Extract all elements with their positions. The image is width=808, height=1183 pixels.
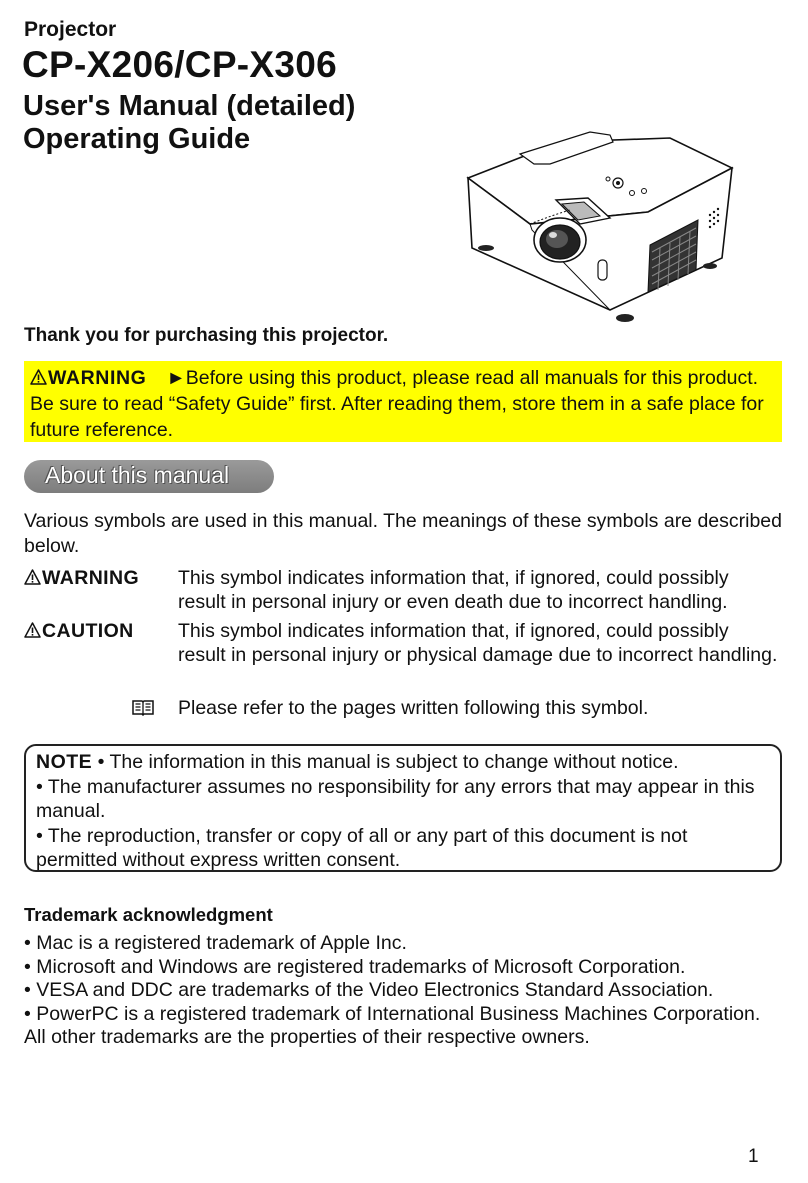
symbol-description: Please refer to the pages written following this symbol. bbox=[178, 697, 649, 719]
symbol-label bbox=[24, 619, 134, 643]
product-type: Projector bbox=[24, 18, 117, 41]
section-title: About this manual bbox=[45, 462, 230, 488]
symbol-row-reference bbox=[24, 696, 784, 722]
trademark-item: • Microsoft and Windows are registered trademarks of Microsoft Corporation. bbox=[24, 955, 686, 978]
page-number: 1 bbox=[748, 1146, 759, 1167]
trademark-item: • VESA and DDC are trademarks of the Video Electronics Standard Association. bbox=[24, 979, 714, 1001]
trademark-item: All other trademarks are the properties of their respective owners. bbox=[24, 1026, 590, 1048]
warning-triangle-icon bbox=[24, 569, 41, 585]
note-line: • The manufacturer assumes no responsibility for any errors that may appear in this manual. bbox=[36, 775, 755, 822]
manual-subtitle: Operating Guide bbox=[23, 123, 251, 155]
note-box bbox=[24, 744, 782, 872]
trademark-item: • PowerPC is a registered trademark of International Business Machines Corporation. bbox=[24, 1002, 761, 1025]
projector-illustration bbox=[460, 120, 746, 330]
symbol-description: This symbol indicates information that, if ignored, could possibly result in personal injury or physical damage due to incorrect handling. bbox=[178, 620, 778, 666]
warning-triangle-icon bbox=[30, 369, 47, 385]
model-name: CP-X206/CP-X306 bbox=[22, 44, 338, 85]
trademark-item: • Mac is a registered trademark of Apple Inc. bbox=[24, 932, 407, 954]
note-label: NOTE bbox=[36, 751, 93, 773]
note-line: • The reproduction, transfer or copy of all or any part of this document is not permitted without express written consent. bbox=[36, 824, 688, 871]
manual-title: User's Manual (detailed) bbox=[23, 90, 356, 122]
warning-triangle-icon bbox=[24, 622, 41, 638]
symbol-row-warning bbox=[24, 566, 784, 616]
thank-you-text: Thank you for purchasing this projector. bbox=[24, 325, 389, 346]
trademark-list bbox=[24, 932, 784, 1050]
book-icon bbox=[132, 699, 154, 716]
symbol-row-caution bbox=[24, 619, 784, 693]
warning-label bbox=[30, 367, 152, 389]
symbol-label-text: WARNING bbox=[42, 567, 140, 589]
note-line: • The information in this manual is subject to change without notice. bbox=[97, 751, 679, 773]
symbol-description: This symbol indicates information that, if ignored, could possibly result in personal injury or even death due to incorrect handling. bbox=[178, 567, 729, 613]
warning-text: ►Before using this product, please read all manuals for this product. Be sure to read “Safety Guide” first. After reading them, store them in a safe place for future reference. bbox=[30, 367, 764, 441]
intro-paragraph: Various symbols are used in this manual. The meanings of these symbols are described below. bbox=[24, 510, 782, 557]
warning-banner bbox=[24, 361, 782, 442]
warning-label-text: WARNING bbox=[48, 367, 147, 389]
trademark-heading: Trademark acknowledgment bbox=[24, 904, 273, 925]
symbol-label bbox=[24, 566, 139, 590]
symbol-label-text: CAUTION bbox=[42, 620, 134, 642]
